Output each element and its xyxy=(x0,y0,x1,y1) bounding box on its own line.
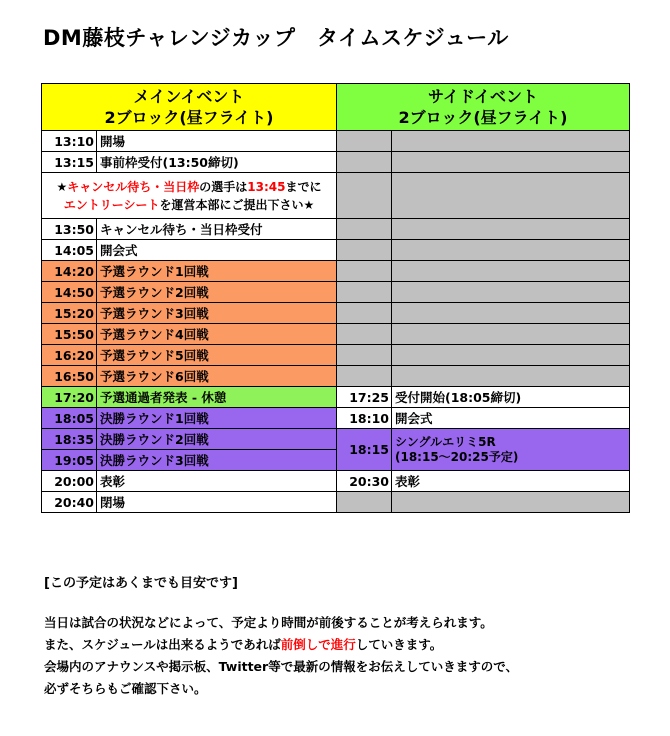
empty-cell xyxy=(392,345,630,366)
time-cell: 18:05 xyxy=(42,408,97,429)
time-cell: 13:15 xyxy=(42,152,97,173)
table-row xyxy=(42,131,630,152)
notes-paragraph xyxy=(44,612,518,700)
table-row xyxy=(42,471,630,492)
event-cell: 予選ラウンド2回戦 xyxy=(97,282,337,303)
time-cell: 13:10 xyxy=(42,131,97,152)
side-time-cell: 18:15 xyxy=(337,429,392,471)
empty-cell xyxy=(392,240,630,261)
event-cell: 決勝ラウンド3回戦 xyxy=(97,450,337,471)
empty-cell xyxy=(337,240,392,261)
empty-cell xyxy=(337,173,392,219)
time-cell: 15:20 xyxy=(42,303,97,324)
event-cell: 事前枠受付(13:50締切) xyxy=(97,152,337,173)
empty-cell xyxy=(392,492,630,513)
schedule-table xyxy=(41,83,630,513)
table-row xyxy=(42,219,630,240)
time-cell: 20:40 xyxy=(42,492,97,513)
time-cell: 16:50 xyxy=(42,366,97,387)
table-row xyxy=(42,240,630,261)
notes-line: 当日は試合の状況などによって、予定より時間が前後することが考えられます。 xyxy=(44,615,493,630)
table-row xyxy=(42,366,630,387)
header-row xyxy=(42,84,630,131)
main-event-header: メインイベント 2ブロック(昼フライト) xyxy=(42,84,337,131)
empty-cell xyxy=(337,282,392,303)
time-cell: 20:00 xyxy=(42,471,97,492)
empty-cell xyxy=(337,345,392,366)
event-cell: 閉場 xyxy=(97,492,337,513)
time-cell: 14:05 xyxy=(42,240,97,261)
empty-cell xyxy=(392,366,630,387)
side-time-cell: 17:25 xyxy=(337,387,392,408)
time-cell: 14:20 xyxy=(42,261,97,282)
side-event-cell: シングルエリミ5R (18:15～20:25予定) xyxy=(392,429,630,471)
event-cell: 予選ラウンド3回戦 xyxy=(97,303,337,324)
table-row xyxy=(42,261,630,282)
side-event-cell: 受付開始(18:05締切) xyxy=(392,387,630,408)
side-event-header: サイドイベント 2ブロック(昼フライト) xyxy=(337,84,630,131)
table-row xyxy=(42,324,630,345)
time-cell: 16:20 xyxy=(42,345,97,366)
empty-cell xyxy=(392,261,630,282)
event-cell: 予選ラウンド4回戦 xyxy=(97,324,337,345)
empty-cell xyxy=(337,152,392,173)
time-cell: 14:50 xyxy=(42,282,97,303)
side-event-cell: 表彰 xyxy=(392,471,630,492)
table-row xyxy=(42,492,630,513)
side-time-cell: 20:30 xyxy=(337,471,392,492)
event-cell: 予選ラウンド5回戦 xyxy=(97,345,337,366)
empty-cell xyxy=(337,261,392,282)
time-cell: 13:50 xyxy=(42,219,97,240)
page-title: DM藤枝チャレンジカップ タイムスケジュール xyxy=(43,26,509,50)
side-event-cell: 開会式 xyxy=(392,408,630,429)
empty-cell xyxy=(392,324,630,345)
event-cell: 決勝ラウンド1回戦 xyxy=(97,408,337,429)
table-row xyxy=(42,282,630,303)
table-row xyxy=(42,303,630,324)
empty-cell xyxy=(337,303,392,324)
late-entry-notice: ★キャンセル待ち・当日枠の選手は13:45までに エントリーシートを運営本部にご提出下さい★ xyxy=(42,173,337,219)
notice-row xyxy=(42,173,630,219)
empty-cell xyxy=(337,366,392,387)
empty-cell xyxy=(337,219,392,240)
event-cell: 予選通過者発表 - 休憩 xyxy=(97,387,337,408)
event-cell: 予選ラウンド1回戦 xyxy=(97,261,337,282)
empty-cell xyxy=(337,492,392,513)
side-time-cell: 18:10 xyxy=(337,408,392,429)
event-cell: 表彰 xyxy=(97,471,337,492)
empty-cell xyxy=(392,131,630,152)
empty-cell xyxy=(392,173,630,219)
empty-cell xyxy=(337,131,392,152)
time-cell: 17:20 xyxy=(42,387,97,408)
notes-line: また、スケジュールは出来るようであれば前倒しで進行していきます。 xyxy=(44,637,443,652)
notes-line: 会場内のアナウンスや掲示板、Twitter等で最新の情報をお伝えしていきますので、 xyxy=(44,659,518,674)
event-cell: 開場 xyxy=(97,131,337,152)
time-cell: 15:50 xyxy=(42,324,97,345)
time-cell: 18:35 xyxy=(42,429,97,450)
table-row xyxy=(42,408,630,429)
table-row xyxy=(42,152,630,173)
disclaimer-heading: [この予定はあくまでも目安です] xyxy=(44,576,238,591)
empty-cell xyxy=(392,303,630,324)
empty-cell xyxy=(392,152,630,173)
table-row xyxy=(42,387,630,408)
time-cell: 19:05 xyxy=(42,450,97,471)
empty-cell xyxy=(337,324,392,345)
event-cell: キャンセル待ち・当日枠受付 xyxy=(97,219,337,240)
table-row xyxy=(42,345,630,366)
event-cell: 決勝ラウンド2回戦 xyxy=(97,429,337,450)
event-cell: 開会式 xyxy=(97,240,337,261)
empty-cell xyxy=(392,282,630,303)
table-row xyxy=(42,429,630,450)
notes-line: 必ずそちらもご確認下さい。 xyxy=(44,681,207,696)
event-cell: 予選ラウンド6回戦 xyxy=(97,366,337,387)
empty-cell xyxy=(392,219,630,240)
